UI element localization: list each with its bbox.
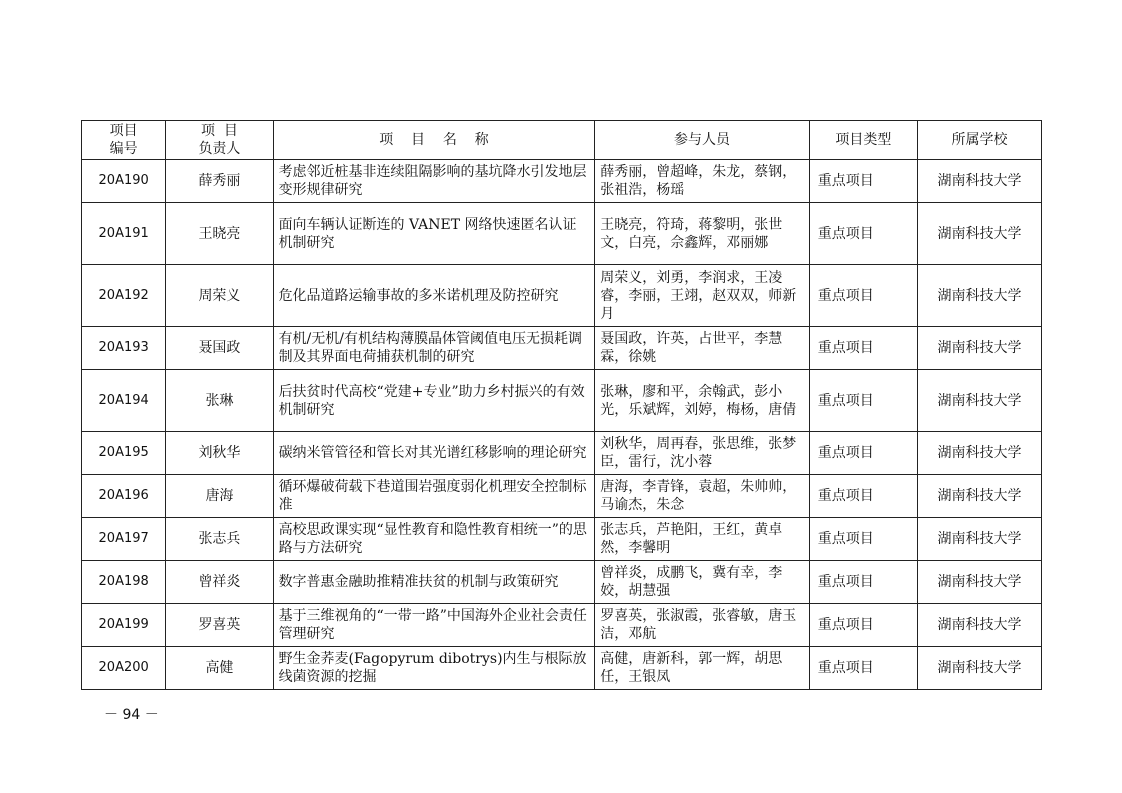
cell-members: 聂国政，许英，占世平，李慧霖，徐姚	[595, 327, 809, 370]
cell-school: 湖南科技大学	[918, 160, 1042, 203]
table-row	[82, 518, 1042, 561]
cell-project-type: 重点项目	[809, 327, 917, 370]
cell-members: 唐海，李青锋，袁超，朱帅帅，马谕杰，朱念	[595, 475, 809, 518]
cell-leader: 曾祥炎	[166, 561, 273, 604]
cell-school: 湖南科技大学	[918, 370, 1042, 432]
cell-members: 薛秀丽，曾超峰，朱龙，蔡钢，张祖浩，杨瑶	[595, 160, 809, 203]
cell-leader: 高健	[166, 647, 273, 690]
table-row	[82, 475, 1042, 518]
cell-school: 湖南科技大学	[918, 518, 1042, 561]
cell-school: 湖南科技大学	[918, 265, 1042, 327]
cell-project-type: 重点项目	[809, 265, 917, 327]
cell-school: 湖南科技大学	[918, 327, 1042, 370]
cell-members: 张琳，廖和平，余翰武，彭小光，乐斌辉，刘婷，梅杨，唐倩	[595, 370, 809, 432]
cell-project-id: 20A191	[82, 203, 166, 265]
cell-project-name: 后扶贫时代高校“党建+专业”助力乡村振兴的有效机制研究	[273, 370, 595, 432]
cell-project-type: 重点项目	[809, 561, 917, 604]
cell-project-id: 20A198	[82, 561, 166, 604]
page-number: － 94 －	[104, 707, 159, 723]
cell-leader: 刘秋华	[166, 432, 273, 475]
table-header-row	[82, 121, 1042, 160]
table-row	[82, 265, 1042, 327]
header-project-leader	[166, 121, 273, 160]
cell-project-name: 循环爆破荷载下巷道围岩强度弱化机理安全控制标准	[273, 475, 595, 518]
table-row	[82, 160, 1042, 203]
cell-school: 湖南科技大学	[918, 604, 1042, 647]
header-members: 参与人员	[595, 121, 809, 160]
cell-project-type: 重点项目	[809, 432, 917, 475]
header-project-leader-line2: 负责人	[198, 141, 241, 157]
table-row	[82, 561, 1042, 604]
cell-members: 罗喜英，张淑霞，张睿敏，唐玉洁，邓航	[595, 604, 809, 647]
header-project-leader-line1: 项 目	[200, 123, 238, 139]
cell-project-id: 20A199	[82, 604, 166, 647]
cell-members: 高健，唐新科，郭一辉，胡思任，王银凤	[595, 647, 809, 690]
cell-project-id: 20A197	[82, 518, 166, 561]
cell-project-name: 危化品道路运输事故的多米诺机理及防控研究	[273, 265, 595, 327]
cell-members: 刘秋华，周再春，张思维，张梦臣，雷行，沈小蓉	[595, 432, 809, 475]
cell-project-id: 20A194	[82, 370, 166, 432]
cell-project-type: 重点项目	[809, 518, 917, 561]
header-school: 所属学校	[918, 121, 1042, 160]
cell-members: 王晓亮，符琦，蒋黎明，张世文，白亮，佘鑫辉，邓丽娜	[595, 203, 809, 265]
cell-leader: 薛秀丽	[166, 160, 273, 203]
table-row	[82, 370, 1042, 432]
header-project-id	[82, 121, 166, 160]
cell-project-name: 基于三维视角的“一带一路”中国海外企业社会责任管理研究	[273, 604, 595, 647]
project-table	[81, 120, 1042, 690]
cell-project-name: 数字普惠金融助推精准扶贫的机制与政策研究	[273, 561, 595, 604]
table-row	[82, 604, 1042, 647]
cell-project-type: 重点项目	[809, 203, 917, 265]
cell-project-id: 20A190	[82, 160, 166, 203]
header-project-type: 项目类型	[809, 121, 917, 160]
cell-leader: 张琳	[166, 370, 273, 432]
cell-project-type: 重点项目	[809, 647, 917, 690]
cell-leader: 张志兵	[166, 518, 273, 561]
cell-project-id: 20A195	[82, 432, 166, 475]
cell-school: 湖南科技大学	[918, 647, 1042, 690]
cell-project-id: 20A196	[82, 475, 166, 518]
cell-project-name: 野生金荞麦(Fagopyrum dibotrys)内生与根际放线菌资源的挖掘	[273, 647, 595, 690]
header-project-name: 项 目 名 称	[273, 121, 595, 160]
cell-school: 湖南科技大学	[918, 475, 1042, 518]
cell-members: 张志兵，芦艳阳，王红，黄卓然，李馨明	[595, 518, 809, 561]
cell-project-name: 有机/无机/有机结构薄膜晶体管阈值电压无损耗调制及其界面电荷捕获机制的研究	[273, 327, 595, 370]
cell-project-name: 面向车辆认证断连的 VANET 网络快速匿名认证机制研究	[273, 203, 595, 265]
cell-project-type: 重点项目	[809, 475, 917, 518]
cell-project-name: 高校思政课实现“显性教育和隐性教育相统一”的思路与方法研究	[273, 518, 595, 561]
cell-leader: 聂国政	[166, 327, 273, 370]
cell-project-name: 考虑邻近桩基非连续阻隔影响的基坑降水引发地层变形规律研究	[273, 160, 595, 203]
cell-project-type: 重点项目	[809, 160, 917, 203]
table-row	[82, 432, 1042, 475]
cell-leader: 罗喜英	[166, 604, 273, 647]
cell-leader: 唐海	[166, 475, 273, 518]
cell-school: 湖南科技大学	[918, 432, 1042, 475]
cell-project-id: 20A200	[82, 647, 166, 690]
table-row	[82, 327, 1042, 370]
cell-project-name: 碳纳米管管径和管长对其光谱红移影响的理论研究	[273, 432, 595, 475]
cell-school: 湖南科技大学	[918, 561, 1042, 604]
table-row	[82, 203, 1042, 265]
cell-leader: 王晓亮	[166, 203, 273, 265]
cell-project-type: 重点项目	[809, 370, 917, 432]
cell-leader: 周荣义	[166, 265, 273, 327]
cell-members: 周荣义，刘勇，李润求，王凌睿，李丽，王翊，赵双双，师新月	[595, 265, 809, 327]
header-project-id-line1: 项目	[109, 123, 138, 139]
cell-project-type: 重点项目	[809, 604, 917, 647]
cell-members: 曾祥炎，成鹏飞，冀有幸，李姣，胡慧强	[595, 561, 809, 604]
cell-project-id: 20A193	[82, 327, 166, 370]
cell-school: 湖南科技大学	[918, 203, 1042, 265]
cell-project-id: 20A192	[82, 265, 166, 327]
table-row	[82, 647, 1042, 690]
header-project-id-line2: 编号	[109, 141, 138, 157]
